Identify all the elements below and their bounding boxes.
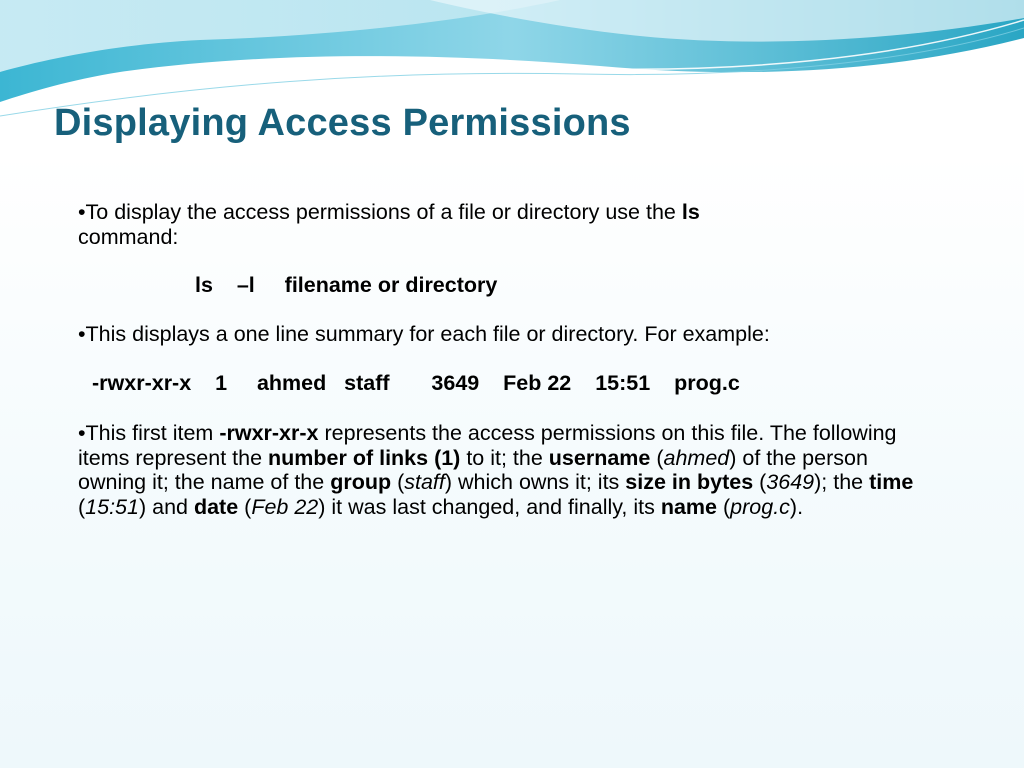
command-syntax-line: ls –l filename or directory <box>195 273 498 297</box>
bullet: • <box>78 322 86 346</box>
slide-title: Displaying Access Permissions <box>54 102 631 144</box>
ls-output-example-line: -rwxr-xr-x 1 ahmed staff 3649 Feb 22 15:51 prog.c <box>92 371 740 395</box>
bullet: • <box>78 200 86 224</box>
ls-command-word: ls <box>681 200 700 224</box>
bullet-paragraph-1: •To display the access permissions of a file or directory use the ls command: <box>78 200 700 249</box>
bullet-paragraph-3: •This first item -rwxr-xr-x represents the access permissions on this file. The following items represent the number of links (1) to it; the username (ahmed) of the person owning it; the name of the group (staff) which owns it; its size in bytes (3649); the time (15:51) and date (Feb 22) it was last changed, and finally, its name (prog.c). <box>78 421 914 519</box>
bullet: • <box>78 421 86 445</box>
bullet-paragraph-2: •This displays a one line summary for each file or directory. For example: <box>78 322 770 346</box>
